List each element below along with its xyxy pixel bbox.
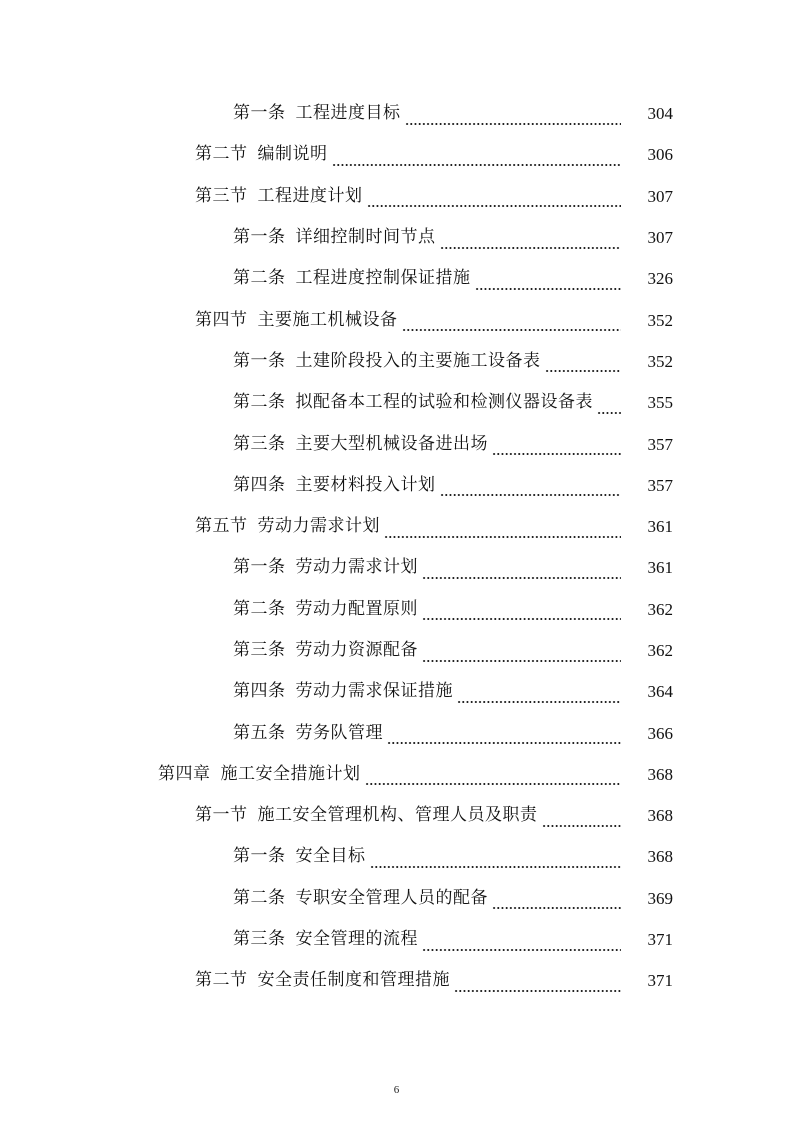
toc-entry[interactable] — [0, 878, 793, 919]
toc-entry-label: 第五条 — [233, 722, 286, 743]
toc-entry-title: 专职安全管理人员的配备 — [295, 887, 488, 908]
dot-leader — [440, 234, 622, 250]
dot-leader — [384, 523, 621, 539]
toc-entry-title: 劳动力需求保证措施 — [295, 681, 453, 702]
toc-entry-title: 工程进度计划 — [257, 185, 363, 206]
toc-entry-page: 362 — [647, 599, 673, 619]
toc-entry-page: 371 — [647, 971, 673, 991]
toc-entry-page: 371 — [647, 930, 673, 950]
toc-entry-title: 详细控制时间节点 — [295, 227, 436, 248]
toc-entry-title: 土建阶段投入的主要施工设备表 — [295, 350, 541, 371]
toc-entry-page: 361 — [647, 558, 673, 578]
toc-entry[interactable] — [0, 258, 793, 299]
toc-entry-page: 364 — [647, 682, 673, 702]
toc-entry-page: 307 — [647, 186, 673, 206]
toc-entry-label: 第二条 — [233, 392, 286, 413]
toc-entry-title: 工程进度控制保证措施 — [295, 268, 471, 289]
toc-entry-page: 369 — [647, 888, 673, 908]
toc-entry[interactable] — [0, 589, 793, 630]
dot-leader — [370, 853, 622, 869]
dot-leader — [492, 894, 621, 910]
toc-entry-title: 安全责任制度和管理措施 — [257, 970, 450, 991]
toc-entry-title: 编制说明 — [257, 144, 328, 165]
toc-entry-page: 304 — [647, 104, 673, 124]
dot-leader — [422, 564, 621, 580]
toc-entry-page: 355 — [647, 393, 673, 413]
toc-entry-page: 352 — [647, 351, 673, 371]
toc-entry[interactable] — [0, 341, 793, 382]
toc-entry-label: 第一条 — [233, 350, 286, 371]
toc-entry-title: 主要材料投入计划 — [295, 474, 436, 495]
toc-entry-page: 368 — [647, 806, 673, 826]
toc-entry-label: 第一条 — [233, 227, 286, 248]
dot-leader — [597, 399, 621, 415]
dot-leader — [457, 688, 621, 704]
toc-entry-title: 劳动力需求计划 — [257, 516, 380, 537]
toc-entry[interactable] — [0, 754, 793, 795]
page-number: 6 — [393, 1084, 400, 1096]
toc-entry[interactable] — [0, 299, 793, 340]
dot-leader — [454, 977, 621, 993]
dot-leader — [387, 729, 621, 745]
toc-entry[interactable] — [0, 919, 793, 960]
toc-entry[interactable] — [0, 423, 793, 464]
dot-leader — [402, 316, 622, 332]
toc-entry[interactable] — [0, 960, 793, 1001]
toc-entry-label: 第一节 — [195, 805, 248, 826]
dot-leader — [475, 275, 622, 291]
table-of-contents — [0, 93, 793, 1002]
toc-entry-page: 306 — [647, 145, 673, 165]
toc-entry[interactable] — [0, 795, 793, 836]
toc-entry-page: 368 — [647, 847, 673, 867]
toc-entry-title: 施工安全措施计划 — [220, 763, 361, 784]
toc-entry-label: 第一条 — [233, 846, 286, 867]
toc-entry[interactable] — [0, 93, 793, 134]
toc-entry-title: 安全管理的流程 — [295, 929, 418, 950]
toc-entry-page: 361 — [647, 517, 673, 537]
toc-entry[interactable] — [0, 506, 793, 547]
toc-entry[interactable] — [0, 465, 793, 506]
toc-entry-label: 第二条 — [233, 887, 286, 908]
toc-entry-title: 安全目标 — [295, 846, 366, 867]
dot-leader — [365, 770, 622, 786]
toc-entry-title: 施工安全管理机构、管理人员及职责 — [257, 805, 538, 826]
dot-leader — [492, 440, 621, 456]
toc-entry-label: 第二节 — [195, 144, 248, 165]
toc-entry-page: 362 — [647, 641, 673, 660]
toc-entry-page: 357 — [647, 434, 673, 454]
dot-leader — [440, 481, 622, 497]
dot-leader — [367, 192, 622, 208]
toc-entry[interactable] — [0, 712, 793, 753]
toc-entry-label: 第四章 — [158, 763, 211, 784]
toc-entry[interactable] — [0, 836, 793, 877]
toc-entry-title: 劳动力需求计划 — [295, 557, 418, 578]
toc-entry[interactable] — [0, 134, 793, 175]
dot-leader — [422, 936, 621, 952]
toc-entry-title: 拟配备本工程的试验和检测仪器设备表 — [295, 392, 593, 413]
toc-entry[interactable] — [0, 671, 793, 712]
toc-entry-label: 第三条 — [233, 433, 286, 454]
dot-leader — [422, 605, 621, 621]
toc-entry-title: 劳动力资源配备 — [295, 640, 418, 660]
toc-entry[interactable] — [0, 382, 793, 423]
toc-entry-label: 第四条 — [233, 474, 286, 495]
toc-entry-title: 劳务队管理 — [295, 722, 383, 743]
toc-entry-page: 368 — [647, 764, 673, 784]
toc-entry-label: 第四节 — [195, 309, 248, 330]
toc-entry-title: 主要大型机械设备进出场 — [295, 433, 488, 454]
toc-entry-page: 366 — [647, 723, 673, 743]
dot-leader — [332, 151, 622, 167]
toc-entry-page: 357 — [647, 475, 673, 495]
toc-entry[interactable] — [0, 547, 793, 588]
dot-leader — [405, 110, 622, 126]
toc-entry-title: 主要施工机械设备 — [257, 309, 398, 330]
toc-entry-label: 第一条 — [233, 557, 286, 578]
toc-entry-title: 劳动力配置原则 — [295, 598, 418, 619]
toc-entry-page: 352 — [647, 310, 673, 330]
dot-leader — [542, 812, 622, 828]
toc-entry-label: 第四条 — [233, 681, 286, 702]
toc-entry-label: 第三条 — [233, 929, 286, 950]
dot-leader — [422, 647, 621, 663]
toc-entry-title: 工程进度目标 — [295, 103, 401, 124]
toc-entry-label: 第三节 — [195, 185, 248, 206]
toc-entry[interactable] — [0, 176, 793, 217]
toc-entry-label: 第五节 — [195, 516, 248, 537]
toc-entry[interactable] — [0, 217, 793, 258]
dot-leader — [545, 357, 622, 373]
toc-entry-page: 307 — [647, 228, 673, 248]
toc-entry[interactable] — [0, 630, 793, 671]
toc-entry-label: 第二条 — [233, 598, 286, 619]
toc-entry-label: 第三条 — [233, 640, 286, 660]
toc-entry-label: 第二节 — [195, 970, 248, 991]
toc-entry-label: 第二条 — [233, 268, 286, 289]
toc-entry-label: 第一条 — [233, 103, 286, 124]
toc-entry-page: 326 — [647, 269, 673, 289]
